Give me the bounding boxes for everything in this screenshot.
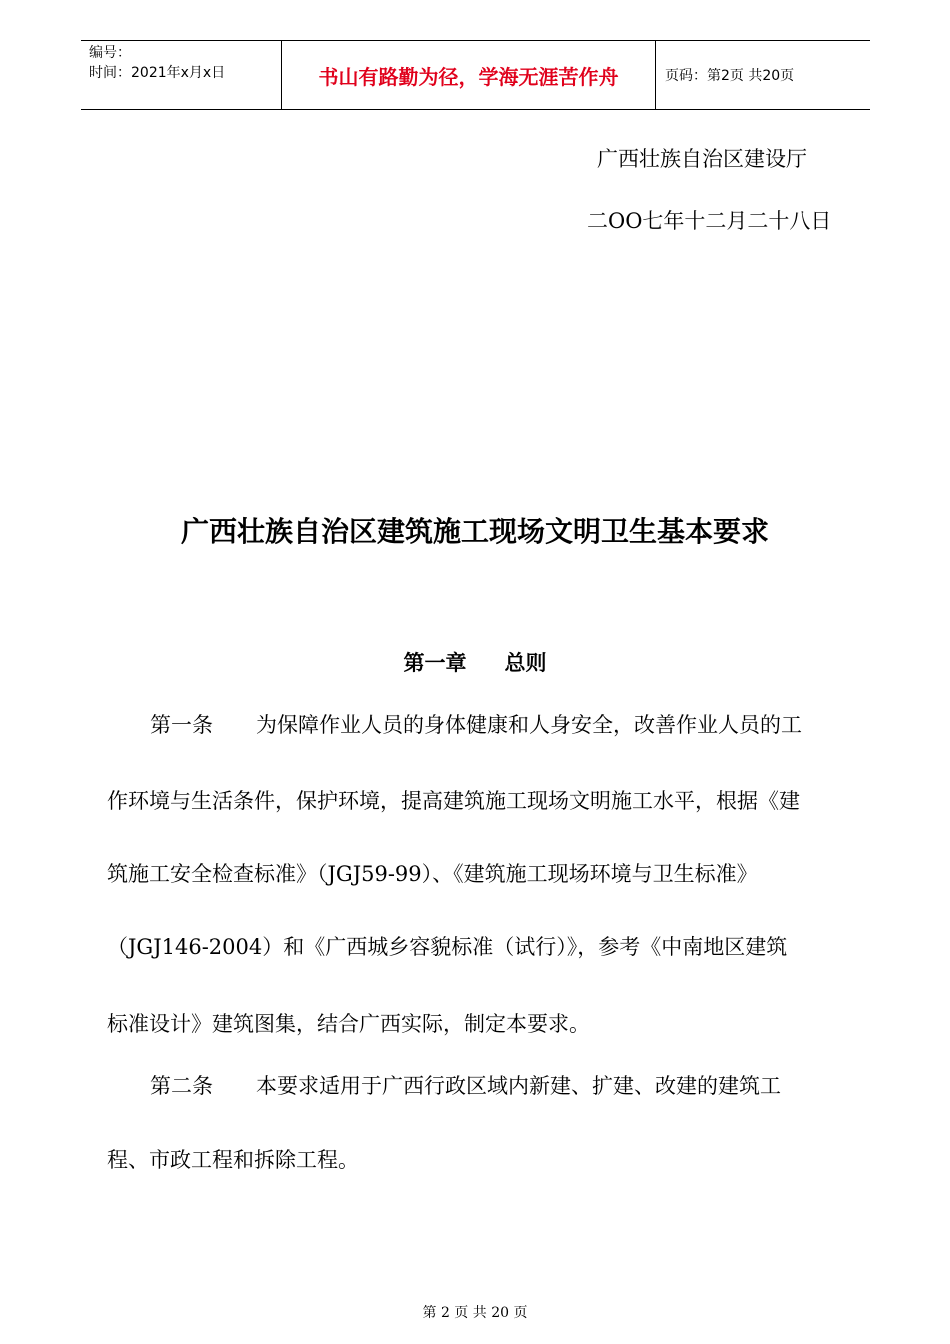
article-2-line-2: 程、市政工程和拆除工程。 — [107, 1148, 359, 1172]
page-header — [81, 40, 870, 110]
header-meta-cell — [81, 41, 282, 109]
header-motto-cell — [282, 41, 656, 109]
chapter-number: 第一章 — [403, 650, 467, 675]
chapter-name: 总则 — [504, 650, 547, 675]
number-label: 编号： — [89, 45, 131, 61]
time-label: 时间：2021年x月x日 — [89, 65, 226, 81]
article-1-line-5: 标准设计》建筑图集，结合广西实际，制定本要求。 — [107, 1012, 590, 1036]
article-1-text: 为保障作业人员的身体健康和人身安全，改善作业人员的工 — [256, 713, 802, 737]
page-info: 页码：第2页 共20页 — [665, 68, 795, 84]
article-1-line-2: 作环境与生活条件，保护环境，提高建筑施工现场文明施工水平，根据《建 — [107, 789, 800, 813]
page-footer: 第 2 页 共 20 页 — [422, 1305, 528, 1321]
article-2-line-1 — [150, 1073, 781, 1099]
header-page-cell — [656, 41, 870, 109]
signoff-organization: 广西壮族自治区建设厅 — [597, 147, 807, 171]
article-1-line-4: （JGJ146-2004）和《广西城乡容貌标准（试行）》，参考《中南地区建筑 — [107, 935, 788, 959]
article-1-line-3: 筑施工安全检查标准》（JGJ59-99）、《建筑施工现场环境与卫生标准》 — [107, 862, 758, 886]
signoff-date: 二OO七年十二月二十八日 — [587, 209, 832, 233]
chapter-heading — [0, 650, 950, 676]
motto-text: 书山有路勤为径，学海无涯苦作舟 — [318, 65, 619, 89]
article-2-text: 本要求适用于广西行政区域内新建、扩建、改建的建筑工 — [256, 1074, 781, 1098]
document-title: 广西壮族自治区建筑施工现场文明卫生基本要求 — [180, 515, 769, 548]
article-1-line-1 — [150, 712, 802, 738]
article-2-label: 第二条 — [150, 1074, 213, 1098]
article-1-label: 第一条 — [150, 713, 213, 737]
